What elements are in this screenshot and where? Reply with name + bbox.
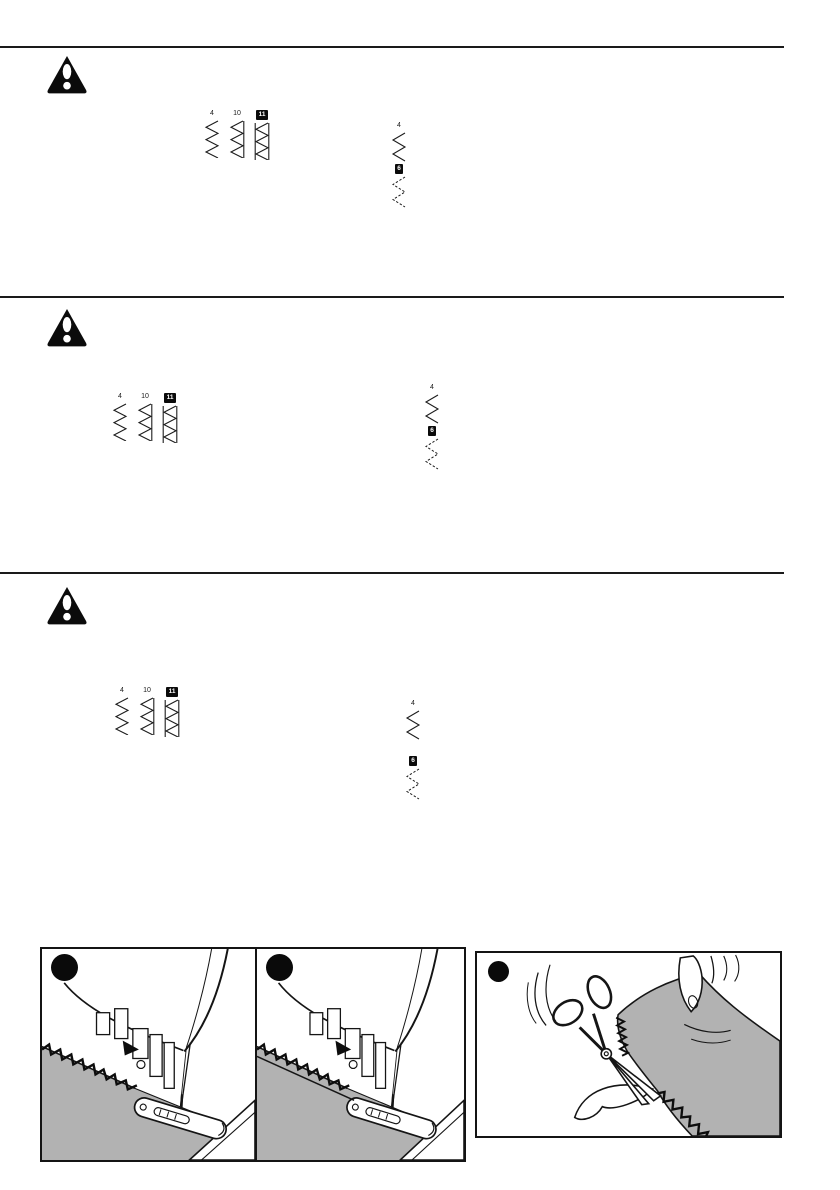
blind-hem-dashed-stitch-icon	[404, 768, 422, 800]
blind-hem-dashed-stitch-icon	[390, 176, 408, 208]
stitch-option	[253, 110, 271, 160]
figure-panel-overcast-on-edge	[42, 949, 257, 1160]
zigzag-stitch-double-bar-icon	[161, 405, 179, 443]
zigzag-stitch-double-bar-icon	[163, 699, 181, 737]
stitch-selection-group	[113, 687, 181, 737]
stitch-number: 10	[141, 393, 149, 400]
stitch-number-badge: 11	[164, 393, 176, 403]
stitch-number: 4	[210, 110, 214, 117]
zigzag-stitch-right-bar-icon	[228, 120, 246, 158]
section-divider	[0, 296, 784, 298]
stitch-number-badge: 11	[256, 110, 268, 120]
stitch-option	[136, 393, 154, 443]
sewing-foot-overcasting-illustration	[42, 949, 255, 1160]
stitch-number: 4	[397, 122, 401, 129]
stitch-number-badge: 11	[166, 687, 178, 697]
filled-circle-marker	[266, 954, 293, 981]
zigzag-stitch-icon	[390, 132, 408, 162]
stitch-option	[113, 687, 131, 737]
warning-triangle-icon	[46, 586, 88, 625]
figure-block-left	[40, 947, 466, 1162]
filled-circle-marker	[51, 954, 78, 981]
figure-panel-overcast-inside-edge	[257, 949, 464, 1160]
stitch-option	[203, 110, 221, 160]
zigzag-stitch-icon	[404, 710, 422, 740]
filled-circle-marker	[488, 961, 509, 982]
blind-hem-dashed-stitch-icon	[423, 438, 441, 470]
stitch-selection-group	[421, 384, 443, 470]
stitch-option	[138, 687, 156, 737]
section-divider	[0, 572, 784, 574]
section-divider	[0, 46, 784, 48]
zigzag-stitch-icon	[203, 120, 221, 158]
figure-row	[42, 949, 464, 1160]
zigzag-stitch-right-bar-icon	[138, 697, 156, 735]
zigzag-stitch-icon	[113, 697, 131, 735]
warning-triangle-icon	[46, 55, 88, 94]
zigzag-stitch-icon	[423, 394, 441, 424]
stitch-number-badge: 6	[409, 756, 418, 766]
stitch-option	[111, 393, 129, 443]
stitch-selection-group	[203, 110, 271, 160]
stitch-number: 4	[118, 393, 122, 400]
stitch-selection-group	[111, 393, 179, 443]
sewing-foot-overcasting-illustration	[257, 949, 464, 1160]
zigzag-stitch-icon	[111, 403, 129, 441]
stitch-option	[228, 110, 246, 160]
zigzag-stitch-double-bar-icon	[253, 122, 271, 160]
stitch-selection-group	[388, 122, 410, 208]
warning-triangle-icon	[46, 308, 88, 347]
stitch-number: 4	[430, 384, 434, 391]
scissors-trimming-illustration	[477, 953, 780, 1136]
stitch-number: 4	[411, 700, 415, 707]
stitch-selection-group	[402, 700, 424, 800]
figure-panel-trimming	[475, 951, 782, 1138]
stitch-number-badge: 6	[395, 164, 404, 174]
stitch-number: 4	[120, 687, 124, 694]
stitch-option	[161, 393, 179, 443]
stitch-number: 10	[143, 687, 151, 694]
stitch-option	[163, 687, 181, 737]
stitch-number-badge: 6	[428, 426, 437, 436]
stitch-number: 10	[233, 110, 241, 117]
zigzag-stitch-right-bar-icon	[136, 403, 154, 441]
